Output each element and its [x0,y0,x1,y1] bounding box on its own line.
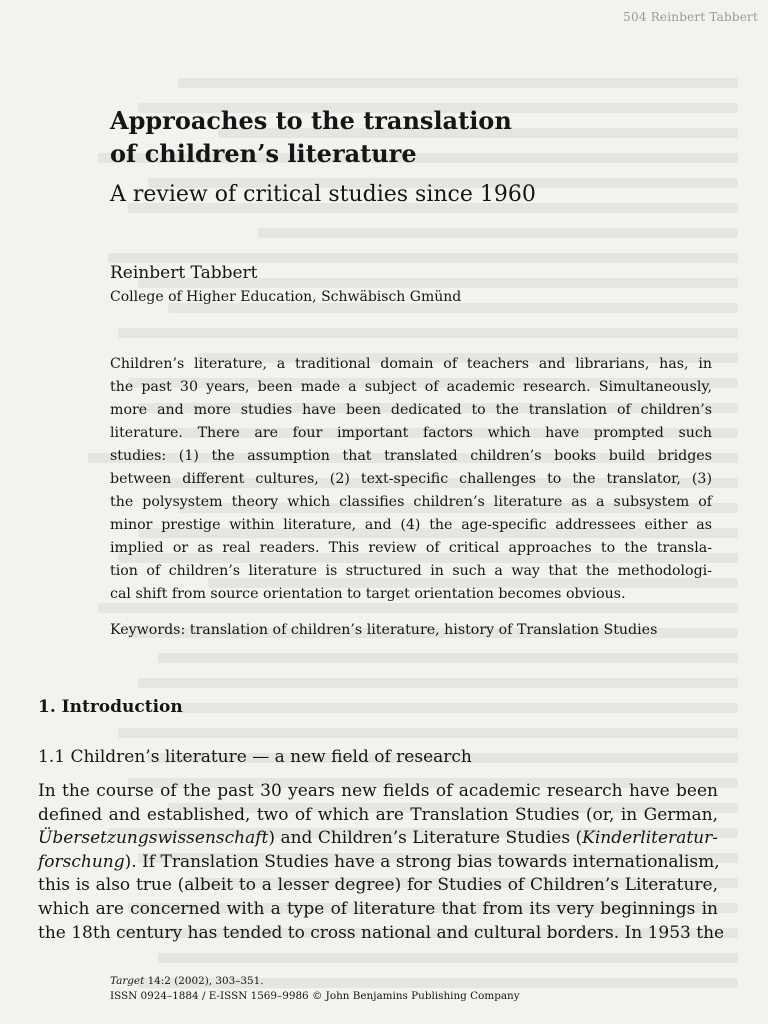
body-line [38,804,718,828]
article-title-line-2: of children’s literature [110,139,417,168]
article-title [110,104,512,170]
abstract-line: cal shift from source orientation to target orientation becomes obvious. [110,586,626,602]
section-heading: 1. Introduction [38,697,183,717]
subsection-heading: 1.1 Children’s literature — a new field of research [38,747,472,767]
journal-volume-pages: 14:2 (2002), 303–351. [144,975,264,987]
keywords [110,620,712,640]
abstract-line: implied or as real readers. This review of critical approaches to the transla- [110,540,712,556]
abstract-line: the polysystem theory which classifies children’s literature as a subsystem of [110,494,712,510]
article-title-line-1: Approaches to the translation [110,106,512,135]
body-text-run: this is also true (albeit to a lesser degree) for Studies of Children’s Literature, [38,875,718,896]
show-through-line [118,728,738,738]
body-line [38,922,725,946]
journal-footer [110,974,520,1004]
journal-name: Target [110,975,145,987]
body-text [38,780,725,945]
body-text-run: ) and Children’s Literature Studies ( [268,828,583,849]
body-line [38,827,718,851]
body-text-run: In the course of the past 30 years new fields of academic research have been [38,781,718,801]
abstract [110,353,712,606]
abstract-line: the past 30 years, been made a subject of academic research. Simultaneously, [110,379,712,395]
show-through-line [178,703,738,713]
body-text-run: ). If Translation Studies have a strong bias towards internationalism, [124,851,720,872]
italic-term: forschung [38,851,125,872]
keywords-line: Keywords: translation of children’s literature, history of Translation Studies [110,622,658,638]
abstract-line: literature. There are four important factors which have prompted such [110,425,712,441]
italic-term: Übersetzungswissenschaft [38,828,269,849]
body-text-run: which are concerned with a type of literature that from its very beginnings in [38,898,718,919]
show-through-line [158,953,738,963]
author-affiliation: College of Higher Education, Schwäbisch Gmünd [110,289,462,305]
running-head: 504 Reinbert Tabbert [623,10,758,24]
abstract-line: studies: (1) the assumption that translated children’s books build bridges [110,448,712,464]
abstract-line: tion of children’s literature is structured in such a way that the methodologi- [110,563,712,579]
body-line [38,874,718,898]
show-through-line [138,678,738,688]
author-name: Reinbert Tabbert [110,263,258,283]
abstract-line: between different cultures, (2) text-specific challenges to the translator, (3) [110,471,712,487]
issn-copyright: ISSN 0924–1884 / E-ISSN 1569–9986 © John Benjamins Publishing Company [110,990,520,1002]
show-through-line [118,328,738,338]
body-line [38,898,718,922]
body-text-run: defined and established, two of which are Translation Studies (or, in German, [38,804,718,825]
show-through-line [158,653,738,663]
body-line [38,780,718,804]
italic-term: Kinderliteratur- [582,828,718,849]
body-line [38,851,718,875]
show-through-line [178,78,738,88]
show-through-line [258,228,738,238]
abstract-line: minor prestige within literature, and (4) the age-specific addressees either as [110,517,712,533]
body-text-run: the 18th century has tended to cross national and cultural borders. In 1953 the [38,922,725,943]
article-subtitle: A review of critical studies since 1960 [110,182,536,207]
journal-citation [110,974,520,989]
abstract-line: Children’s literature, a traditional domain of teachers and librarians, has, in [110,356,712,372]
abstract-line: more and more studies have been dedicated to the translation of children’s [110,402,712,418]
